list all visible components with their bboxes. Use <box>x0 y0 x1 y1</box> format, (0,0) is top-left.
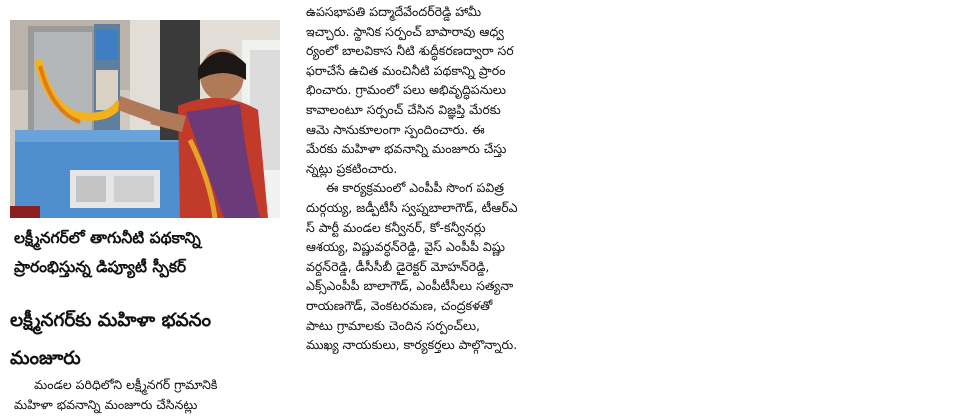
body-line: వర్ధన్‌రెడ్డి, డీసీసీబీ డైరెక్టర్ మోహన్‌రెడ్డి, <box>306 258 490 274</box>
body-line: మహిళా భవనాన్ని మంజూరు చేసినట్లు <box>14 396 198 412</box>
body-line: భించారు. గ్రామంలో పలు అభివృద్ధిపనులు <box>306 82 506 98</box>
body-line: స్ పార్టీ మండల కన్వీనర్, కో-కన్వీనర్లు <box>306 219 486 235</box>
caption-line: లక్ష్మీనగర్‌లో తాగునీటి పథకాన్ని <box>14 229 201 247</box>
body-line: ఉపసభాపతి పద్మాదేవేందర్‌రెడ్డి హామీ <box>306 4 482 19</box>
right-body-column <box>306 2 581 355</box>
body-line: ఆశయ్య, విష్ణువర్ధన్‌రెడ్డి, వైస్ ఎంపీపీ విష్ణు <box>306 239 506 255</box>
body-line: ఈ కార్యక్రమంలో ఎంపీపీ సొంగ పవిత్ర <box>326 180 504 196</box>
caption-line: ప్రారంభిస్తున్న డిప్యూటీ స్పీకర్ <box>14 258 187 276</box>
body-line: ముఖ్య నాయకులు, కార్యకర్తలు పాల్గొన్నారు. <box>306 337 518 353</box>
headline-line: లక్ష్మీనగర్‌కు మహిళా భవనం <box>10 310 211 331</box>
body-line: కావాలంటూ సర్పంచ్ చేసిన విజ్ఞప్తి మేరకు <box>306 101 501 117</box>
headline-line: మంజూరు <box>10 348 81 369</box>
body-line: ర్యంలో బాలవికాస నీటి శుద్ధీకరణద్వారా సర <box>306 43 514 59</box>
article-headline <box>10 302 285 378</box>
body-line: రాయణగౌడ్, వెంకటరమణ, చంద్రకళతో <box>306 297 493 313</box>
body-line: ఆమె సానుకూలంగా స్పందించారు. ఈ <box>306 121 485 137</box>
body-line: మండల పరిధిలోని లక్ష్మీనగర్ గ్రామానికి <box>34 377 218 392</box>
body-line: దుర్గయ్య, జడ్పీటీసీ స్వప్నబాలాగౌడ్, టీఆర్ఎ <box>306 199 518 215</box>
photo-caption <box>14 224 280 282</box>
body-line: మేరకు మహిళా భవనాన్ని మంజూరు చేస్తు <box>306 141 507 157</box>
photo-illustration <box>10 20 280 218</box>
left-body-column <box>14 375 282 414</box>
body-line: ఫరాచేసే ఉచిత మంచినీటి పథకాన్ని ప్రారం <box>306 62 506 78</box>
news-photo <box>10 20 280 218</box>
body-line: పాటు గ్రామాలకు చెందిన సర్పంచ్‌లు, <box>306 317 481 333</box>
body-line: ఇచ్చారు. స్థానిక సర్పంచ్ బాపారావు ఆధ్వ <box>306 23 504 39</box>
body-line: ఎక్స్‌ఎంపీపీ బాలాగౌడ్, ఎంపీటీసీలు సత్యనా <box>306 278 514 294</box>
body-line: న్నట్లు ప్రకటించారు. <box>306 160 398 176</box>
